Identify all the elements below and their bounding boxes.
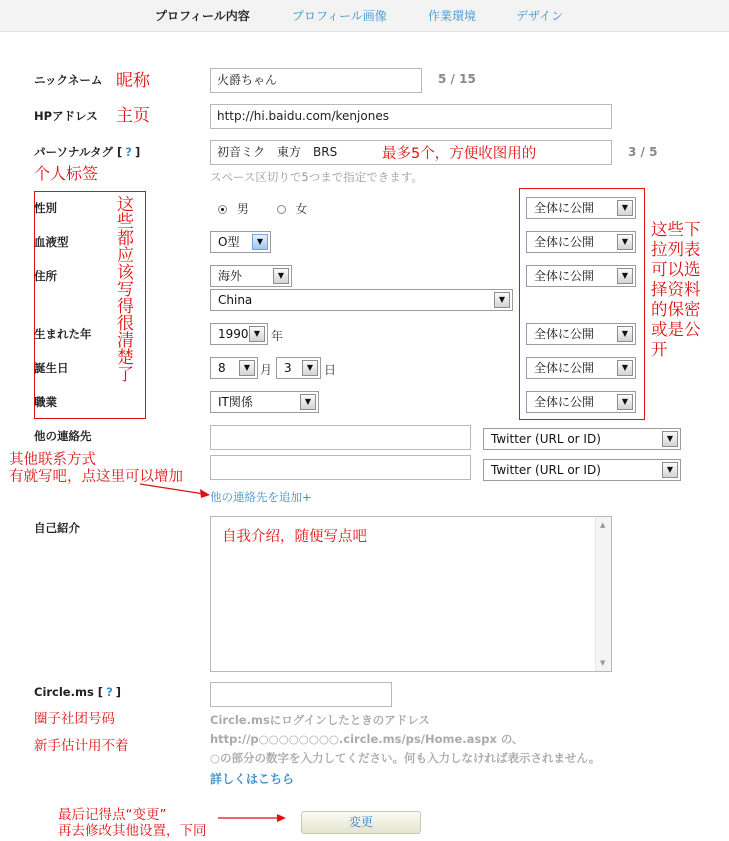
birthday-privacy-value: 全体に公開 [534, 361, 595, 375]
circle-help-link[interactable]: ? [106, 685, 113, 699]
gender-female-radio[interactable] [277, 205, 286, 214]
chevron-down-icon: ▼ [273, 268, 289, 284]
hp-annotation: 主页 [116, 106, 150, 126]
tags-inline-annotation: 最多5个，方便收图用的 [382, 146, 537, 162]
chevron-down-icon: ▼ [249, 326, 265, 342]
intro-scrollbar[interactable] [595, 517, 611, 671]
chevron-down-icon: ▼ [617, 326, 633, 342]
tags-counter: 3 / 5 [628, 145, 658, 159]
contacts-annotation-1: 其他联系方式 [9, 452, 96, 468]
chevron-down-icon: ▼ [302, 360, 318, 376]
blood-type-privacy-select[interactable] [526, 231, 636, 253]
address-country-select[interactable] [210, 289, 513, 311]
birthday-label: 誕生日 [34, 361, 69, 375]
contact-type-value-1: Twitter (URL or ID) [491, 432, 601, 446]
address-region-value: 海外 [218, 269, 243, 283]
circle-label-text: Circle.ms [ [34, 685, 104, 699]
tab-design[interactable]: デザイン [516, 9, 564, 23]
birth-year-privacy-value: 全体に公開 [534, 327, 595, 341]
blood-type-select[interactable] [210, 231, 271, 253]
birthday-day-value: 3 [284, 361, 292, 375]
chevron-down-icon: ▼ [617, 268, 633, 284]
privacy-annotation-box [519, 188, 645, 420]
blood-type-label: 血液型 [34, 235, 69, 249]
nickname-counter: 5 / 15 [438, 72, 476, 86]
contact-type-value-2: Twitter (URL or ID) [491, 463, 601, 477]
birthday-day-unit: 日 [324, 363, 337, 377]
birthday-day-select[interactable] [276, 357, 321, 379]
contact-type-select-1[interactable] [483, 428, 681, 450]
gender-privacy-value: 全体に公開 [534, 201, 595, 215]
birthday-privacy-select[interactable] [526, 357, 636, 379]
address-country-value: China [218, 293, 253, 307]
gender-label: 性別 [34, 201, 57, 215]
chevron-down-icon: ▼ [239, 360, 255, 376]
contacts-annotation-2: 有就写吧，点这里可以增加 [9, 469, 183, 485]
circle-input[interactable] [210, 682, 392, 707]
birth-year-label: 生まれた年 [34, 327, 92, 341]
nickname-input[interactable]: 火爵ちゃん [210, 68, 422, 93]
personal-info-annotation: 这些都应该写得很清楚了 [113, 195, 133, 382]
circle-hint-2: http://p○○○○○○○○.circle.ms/ps/Home.aspx の、 [210, 732, 524, 746]
chevron-down-icon: ▼ [617, 360, 633, 376]
chevron-down-icon: ▼ [617, 234, 633, 250]
tab-bar [0, 0, 729, 32]
tags-label [34, 144, 140, 160]
contact-input-1[interactable] [210, 425, 471, 450]
scroll-down-icon[interactable]: ▼ [600, 659, 606, 667]
chevron-down-icon: ▼ [300, 394, 316, 410]
gender-male-label: 男 [236, 202, 249, 216]
circle-annotation-2: 新手估计用不着 [34, 738, 129, 754]
hp-address-input[interactable]: http://hi.baidu.com/kenjones [210, 104, 612, 129]
job-value: IT関係 [218, 395, 253, 409]
circle-label-close: ] [115, 685, 122, 699]
tags-label-text: パーソナルタグ [ [34, 145, 123, 159]
gender-radio-group [218, 200, 308, 217]
circle-hint-1: Circle.msにログインしたときのアドレス [210, 713, 430, 727]
gender-privacy-select[interactable] [526, 197, 636, 219]
address-label: 住所 [34, 269, 57, 283]
privacy-annotation: 这些下拉列表可以选择资料的保密或是公开 [651, 220, 701, 359]
circle-label [34, 685, 121, 699]
hp-label: HPアドレス [34, 109, 98, 123]
chevron-down-icon: ▼ [662, 431, 678, 447]
tab-profile-content[interactable]: プロフィール内容 [155, 9, 250, 23]
birth-year-unit: 年 [271, 329, 284, 343]
tab-work-environment[interactable]: 作業環境 [428, 9, 477, 23]
gender-female-label: 女 [295, 202, 308, 216]
tags-hint: スペース区切りで5つまで指定できます。 [210, 170, 423, 184]
scroll-up-icon[interactable]: ▲ [600, 521, 606, 529]
nickname-annotation: 昵称 [116, 71, 150, 91]
submit-annotation-2: 再去修改其他设置，下同 [58, 823, 207, 839]
contacts-label: 他の連絡先 [34, 429, 92, 443]
submit-button[interactable]: 変更 [301, 811, 421, 834]
tags-annotation: 个人标签 [34, 164, 99, 183]
nickname-label: ニックネーム [34, 73, 103, 87]
chevron-down-icon: ▼ [617, 200, 633, 216]
address-region-select[interactable] [210, 265, 292, 287]
birthday-month-value: 8 [218, 361, 226, 375]
birth-year-value: 1990 [218, 327, 249, 341]
submit-annotation-1: 最后记得点“变更” [58, 807, 167, 823]
chevron-down-icon: ▼ [662, 462, 678, 478]
add-contact-link[interactable]: 他の連絡先を追加+ [210, 490, 312, 504]
job-select[interactable] [210, 391, 319, 413]
contact-input-2[interactable] [210, 455, 471, 480]
intro-label: 自己紹介 [34, 521, 80, 535]
address-privacy-select[interactable] [526, 265, 636, 287]
birthday-month-select[interactable] [210, 357, 258, 379]
submit-arrow-icon [216, 812, 288, 824]
gender-male-radio[interactable] [218, 205, 227, 214]
intro-annotation: 自我介绍，随便写点吧 [222, 529, 367, 545]
blood-type-privacy-value: 全体に公開 [534, 235, 595, 249]
birth-year-privacy-select[interactable] [526, 323, 636, 345]
circle-details-link[interactable]: 詳しくはこちら [210, 772, 295, 786]
job-label: 職業 [34, 395, 57, 409]
annotation-arrow-icon [138, 480, 214, 500]
job-privacy-select[interactable] [526, 391, 636, 413]
chevron-down-icon: ▼ [494, 292, 510, 308]
tags-value: 初音ミク 東方 BRS [217, 145, 338, 159]
birthday-month-unit: 月 [260, 363, 273, 377]
tags-help-link[interactable]: ? [125, 145, 132, 159]
tags-label-close: ] [134, 145, 141, 159]
contact-type-select-2[interactable] [483, 459, 681, 481]
circle-annotation-1: 圈子社团号码 [34, 711, 115, 727]
birth-year-select[interactable] [210, 323, 268, 345]
blood-type-value: O型 [218, 235, 240, 249]
circle-hint-3: ○の部分の数字を入力してください。何も入力しなければ表示されません。 [210, 751, 601, 765]
chevron-down-icon: ▼ [252, 234, 268, 250]
tab-profile-image[interactable]: プロフィール画像 [292, 9, 387, 23]
job-privacy-value: 全体に公開 [534, 395, 595, 409]
chevron-down-icon: ▼ [617, 394, 633, 410]
address-privacy-value: 全体に公開 [534, 269, 595, 283]
